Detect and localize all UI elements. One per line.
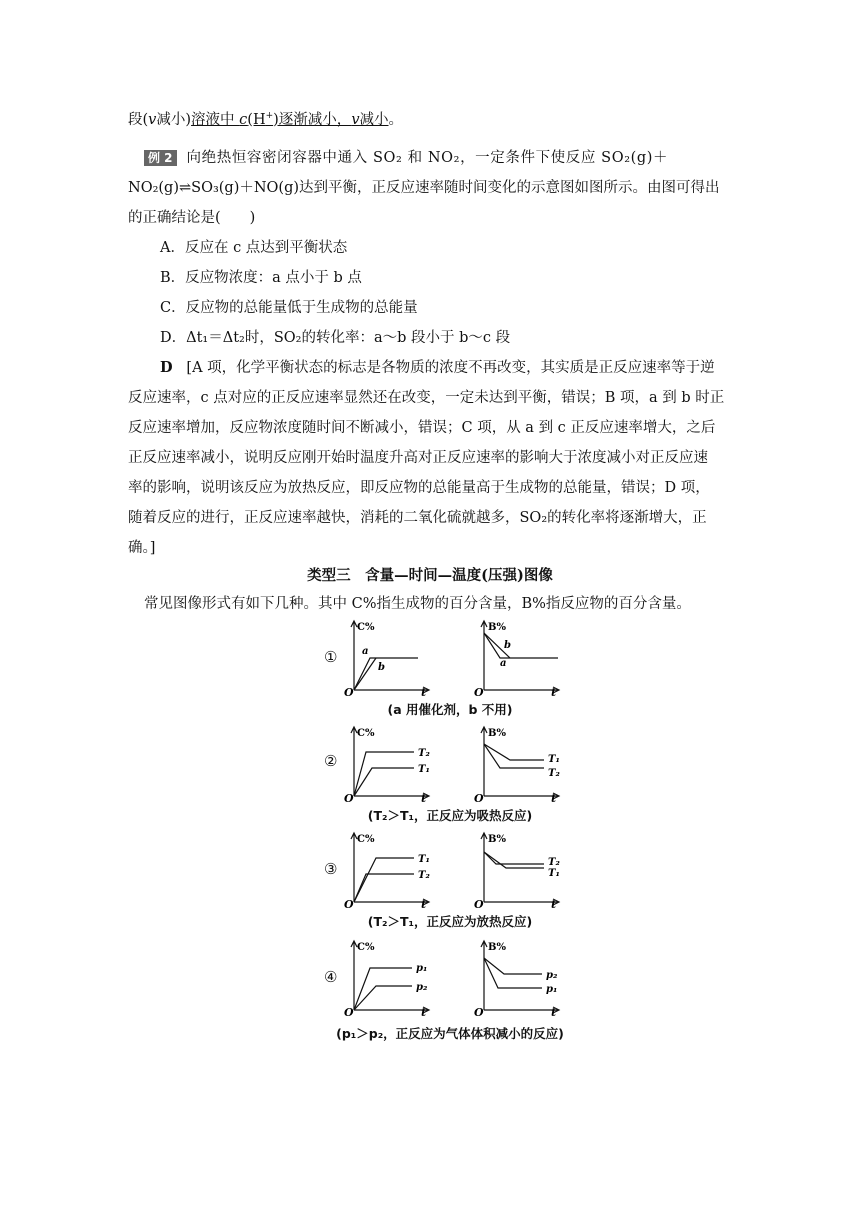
- curve-label: b: [378, 662, 385, 673]
- answer-text: 反应速率，c 点对应的正反应速率显然还在改变，一定未达到平衡，错误；B 项，a 到 b 时正: [128, 390, 725, 406]
- figure-2-caption: (T₂＞T₁，正反应为吸热反应): [367, 808, 533, 823]
- y-axis-label: B%: [488, 942, 506, 953]
- text-frag: v: [148, 111, 157, 128]
- figure-2-right-graph: [470, 724, 580, 804]
- section-title: [0, 566, 860, 586]
- curve-label: b: [504, 640, 511, 651]
- text-frag: 。: [388, 111, 404, 128]
- y-axis-label: C%: [357, 834, 375, 845]
- x-axis-label: t: [551, 898, 557, 911]
- origin-label: O: [474, 686, 484, 699]
- answer-line-6: [128, 508, 707, 528]
- text-frag: )逐渐减小，: [273, 111, 352, 128]
- curve-label: T₂: [548, 857, 560, 868]
- intro-text: 常见图像形式有如下几种。其中 C%指生成物的百分含量，B%指反应物的百分含量。: [144, 596, 691, 612]
- option-text: D．Δt₁＝Δt₂时，SO₂的转化率：a～b 段小于 b～c 段: [160, 330, 511, 346]
- option-text: C．反应物的总能量低于生成物的总能量: [160, 300, 418, 316]
- figure-3-number: ③: [324, 860, 338, 878]
- origin-label: O: [344, 686, 354, 699]
- curve-label: p₂: [416, 982, 428, 993]
- y-axis-label: B%: [488, 622, 506, 633]
- section-title-text: 类型三 含量—时间—温度(压强)图像: [307, 567, 553, 584]
- figure-1-caption: (a 用催化剂，b 不用): [387, 702, 513, 717]
- text-frag: 溶液中: [191, 111, 240, 128]
- y-axis-label: B%: [488, 728, 506, 739]
- question-text: NO₂(g)⇌SO₃(g)＋NO(g)达到平衡，正反应速率随时间变化的示意图如图所示。由图可得出: [128, 180, 720, 196]
- curve-label: p₁: [416, 963, 428, 974]
- text-frag: +: [265, 111, 274, 121]
- x-axis-label: t: [421, 792, 427, 805]
- origin-label: O: [474, 898, 484, 911]
- curve-label: a: [500, 658, 507, 669]
- curve-label: T₁: [418, 764, 430, 775]
- figure-4-caption: (p₁＞p₂，正反应为气体体积减小的反应): [336, 1026, 564, 1041]
- figure-2-left-graph: [340, 724, 450, 804]
- figure-1-right-graph: [470, 618, 570, 698]
- option-b: [160, 268, 362, 288]
- origin-label: O: [474, 1006, 484, 1019]
- text-frag: 段(: [128, 111, 149, 128]
- answer-line-4: [128, 448, 708, 468]
- curve-label: T₁: [418, 854, 430, 865]
- option-text: B．反应物浓度：a 点小于 b 点: [160, 270, 362, 286]
- answer-line-1: [160, 358, 715, 378]
- curve-label: p₁: [546, 984, 558, 995]
- continuation-line: [128, 106, 403, 130]
- x-axis-label: t: [551, 792, 557, 805]
- y-axis-label: C%: [357, 622, 375, 633]
- text-frag: 减小): [156, 111, 192, 128]
- answer-letter: D: [160, 359, 173, 376]
- figure-3-left-graph: [340, 830, 450, 910]
- answer-text: [A 项，化学平衡状态的标志是各物质的浓度不再改变，其实质是正反应速率等于逆: [186, 360, 715, 376]
- answer-line-7: [128, 538, 155, 558]
- option-d: [160, 328, 510, 348]
- figure-1-left-graph: [340, 618, 440, 698]
- option-text: A．反应在 c 点达到平衡状态: [160, 240, 348, 256]
- answer-line-3: [128, 418, 715, 438]
- question-text: 的正确结论是( ): [128, 210, 256, 226]
- origin-label: O: [344, 1006, 354, 1019]
- answer-text: 反应速率增加，反应物浓度随时间不断减小，错误；C 项，从 a 到 c 正反应速率增大，之后: [128, 420, 716, 436]
- curve-label: p₂: [546, 970, 558, 981]
- underlined-frag: [191, 112, 388, 128]
- y-axis-label: C%: [357, 942, 375, 953]
- curve-label: T₂: [548, 768, 560, 779]
- x-axis-label: t: [421, 1006, 427, 1019]
- question-text: 向绝热恒容密闭容器中通入 SO₂ 和 NO₂，一定条件下使反应 SO₂(g)＋: [186, 150, 669, 166]
- option-a: [160, 238, 347, 258]
- option-c: [160, 298, 418, 318]
- answer-text: 随着反应的进行，正反应速率越快，消耗的二氧化硫就越多，SO₂的转化率将逐渐增大，正: [128, 510, 707, 526]
- x-axis-label: t: [421, 686, 427, 699]
- origin-label: O: [344, 792, 354, 805]
- figure-4-number: ④: [324, 968, 338, 986]
- answer-text: 确。]: [128, 540, 156, 556]
- text-frag: v: [351, 111, 360, 128]
- curve-label: a: [362, 646, 369, 657]
- question-line-3: [128, 208, 255, 228]
- figure-1-number: ①: [324, 648, 338, 666]
- x-axis-label: t: [421, 898, 427, 911]
- example-label: 例 2: [144, 150, 177, 166]
- figure-3-right-graph: [470, 830, 580, 910]
- figure-4-left-graph: [340, 938, 450, 1018]
- figure-2-number: ②: [324, 752, 338, 770]
- answer-line-5: [128, 478, 710, 498]
- curve-label: T₁: [548, 754, 560, 765]
- text-frag: c: [239, 111, 248, 128]
- x-axis-label: t: [551, 686, 557, 699]
- y-axis-label: C%: [357, 728, 375, 739]
- curve-label: T₂: [418, 870, 430, 881]
- origin-label: O: [344, 898, 354, 911]
- answer-text: 正反应速率减小，说明反应刚开始时温度升高对正反应速率的影响大于浓度减小对正反应速: [128, 450, 708, 466]
- text-frag: 减小: [359, 111, 389, 128]
- answer-text: 率的影响，说明该反应为放热反应，即反应物的总能量高于生成物的总能量，错误；D 项，: [128, 480, 710, 496]
- y-axis-label: B%: [488, 834, 506, 845]
- figure-4-right-graph: [470, 938, 580, 1018]
- curve-label: T₁: [548, 868, 560, 879]
- answer-line-2: [128, 388, 724, 408]
- x-axis-label: t: [551, 1006, 557, 1019]
- question-line-1: [144, 148, 668, 168]
- curve-label: T₂: [418, 748, 430, 759]
- intro-line: [144, 594, 691, 614]
- text-frag: (H: [247, 111, 266, 128]
- origin-label: O: [474, 792, 484, 805]
- figure-3-caption: (T₂＞T₁，正反应为放热反应): [367, 914, 533, 929]
- question-line-2: [128, 178, 720, 198]
